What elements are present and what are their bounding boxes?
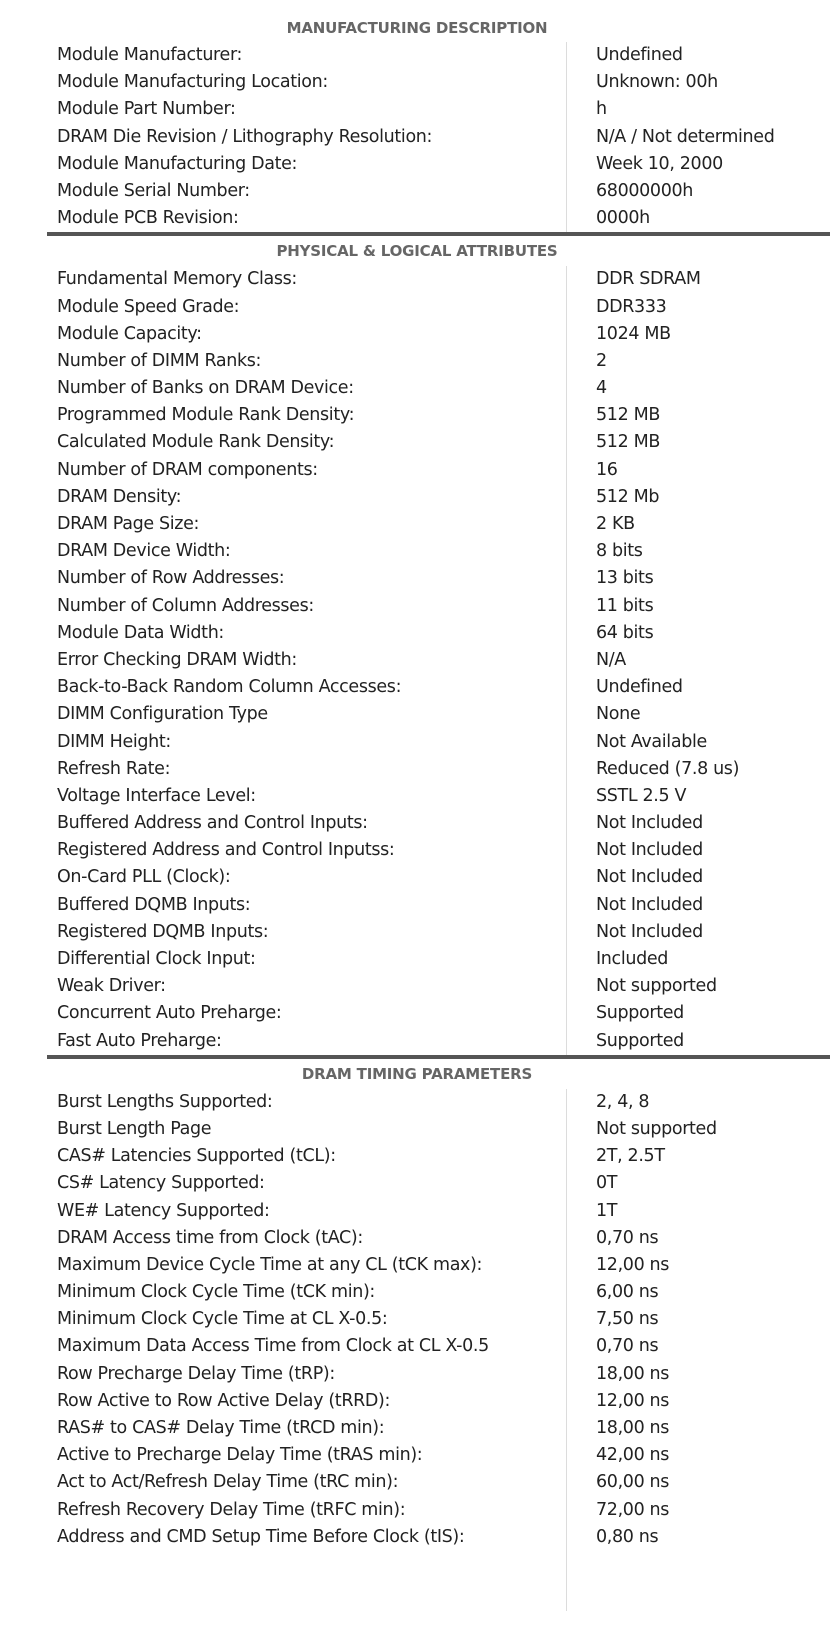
property-value: 7,50 ns	[596, 1309, 659, 1330]
property-label: Module Data Width:	[57, 622, 224, 643]
property-row	[0, 511, 834, 538]
property-row	[0, 701, 834, 728]
property-label: Module Serial Number:	[57, 180, 250, 201]
property-value: N/A	[596, 649, 626, 670]
property-value: 2T, 2.5T	[596, 1146, 665, 1167]
property-label: Programmed Module Rank Density:	[57, 405, 355, 426]
property-row	[0, 1388, 834, 1415]
property-row	[0, 1170, 834, 1197]
property-value: Not Included	[596, 921, 703, 942]
property-label: Number of Column Addresses:	[57, 595, 314, 616]
property-row	[0, 1279, 834, 1306]
property-value: 8 bits	[596, 541, 643, 562]
property-value: 64 bits	[596, 622, 654, 643]
property-row	[0, 1225, 834, 1252]
property-value: Supported	[596, 1003, 684, 1024]
section-dram-timing-parameters	[0, 1059, 834, 1611]
property-label: DIMM Configuration Type	[57, 704, 268, 725]
property-row	[0, 205, 834, 232]
property-row	[0, 919, 834, 946]
property-label: Differential Clock Input:	[57, 949, 256, 969]
property-label: Active to Precharge Delay Time (tRAS min):	[57, 1445, 423, 1466]
property-label: DRAM Access time from Clock (tAC):	[57, 1227, 363, 1248]
property-row	[0, 1415, 834, 1442]
property-value: N/A / Not determined	[596, 126, 775, 147]
property-label: Module Speed Grade:	[57, 296, 240, 317]
properties-table	[0, 1089, 834, 1611]
property-label: CAS# Latencies Supported (tCL):	[57, 1146, 336, 1167]
property-value: Week 10, 2000	[596, 153, 723, 174]
property-value: 42,00 ns	[596, 1445, 670, 1466]
property-row	[0, 69, 834, 96]
property-value: Included	[596, 949, 669, 969]
property-label: Module Manufacturing Location:	[57, 72, 328, 93]
property-label: Row Precharge Delay Time (tRP):	[57, 1363, 335, 1384]
property-label: Fast Auto Preharge:	[57, 1030, 222, 1051]
property-value: 2 KB	[596, 514, 635, 534]
property-value: 512 MB	[596, 405, 660, 426]
property-row	[0, 321, 834, 348]
property-value: Reduced (7.8 us)	[596, 758, 740, 779]
property-row	[0, 124, 834, 151]
properties-table	[0, 42, 834, 232]
property-label: Refresh Recovery Delay Time (tRFC min):	[57, 1499, 406, 1520]
property-label: RAS# to CAS# Delay Time (tRCD min):	[57, 1418, 385, 1438]
property-value: Not Included	[596, 894, 703, 915]
property-value: 2	[596, 350, 607, 371]
property-label: Number of DIMM Ranks:	[57, 350, 262, 371]
property-value: Unknown: 00h	[596, 72, 718, 93]
properties-table	[0, 266, 834, 1054]
property-label: Number of Row Addresses:	[57, 568, 285, 589]
property-value: 60,00 ns	[596, 1472, 670, 1493]
property-row	[0, 810, 834, 837]
property-row	[0, 837, 834, 864]
property-value: 68000000h	[596, 180, 694, 201]
property-row	[0, 1198, 834, 1225]
property-label: DRAM Page Size:	[57, 514, 200, 534]
property-row	[0, 946, 834, 973]
property-row	[0, 620, 834, 647]
property-row	[0, 151, 834, 178]
property-value: 0,70 ns	[596, 1227, 659, 1248]
property-label: On-Card PLL (Clock):	[57, 867, 231, 888]
property-row	[0, 1000, 834, 1027]
property-row	[0, 864, 834, 891]
property-row	[0, 42, 834, 69]
property-label: Minimum Clock Cycle Time at CL X-0.5:	[57, 1309, 388, 1330]
property-value: 11 bits	[596, 595, 654, 616]
property-value: SSTL 2.5 V	[596, 785, 687, 806]
property-label: Act to Act/Refresh Delay Time (tRC min):	[57, 1472, 399, 1493]
property-label: Registered DQMB Inputs:	[57, 921, 269, 942]
property-value: 1T	[596, 1200, 618, 1221]
property-row	[0, 973, 834, 1000]
section-title: MANUFACTURING DESCRIPTION	[286, 19, 548, 37]
property-value: 512 Mb	[596, 486, 660, 507]
property-row	[0, 429, 834, 456]
property-row	[0, 348, 834, 375]
property-row	[0, 1524, 834, 1551]
property-label: Number of Banks on DRAM Device:	[57, 378, 354, 399]
section-title: PHYSICAL & LOGICAL ATTRIBUTES	[276, 242, 558, 261]
property-row	[0, 457, 834, 484]
property-value: DDR SDRAM	[596, 269, 701, 290]
property-value: Not supported	[596, 1118, 717, 1139]
property-row	[0, 1089, 834, 1116]
property-label: Number of DRAM components:	[57, 459, 318, 480]
property-value: 6,00 ns	[596, 1282, 659, 1303]
property-value: h	[596, 99, 607, 120]
property-value: Not Included	[596, 813, 703, 834]
property-label: Voltage Interface Level:	[57, 785, 256, 806]
property-row	[0, 565, 834, 592]
property-row	[0, 1143, 834, 1170]
section-manufacturing-description	[0, 0, 834, 236]
property-label: Module Part Number:	[57, 99, 236, 120]
property-value: 4	[596, 378, 607, 399]
property-row	[0, 1028, 834, 1055]
property-value: None	[596, 704, 641, 725]
property-label: Back-to-Back Random Column Accesses:	[57, 677, 402, 698]
property-value: 0,80 ns	[596, 1526, 659, 1547]
property-value: 18,00 ns	[596, 1418, 670, 1438]
section-physical-logical-attributes	[0, 236, 834, 1058]
property-row	[0, 1116, 834, 1143]
property-row	[0, 1442, 834, 1469]
property-row	[0, 729, 834, 756]
property-label: Row Active to Row Active Delay (tRRD):	[57, 1390, 391, 1411]
property-value: 1024 MB	[596, 323, 671, 344]
property-label: DIMM Height:	[57, 731, 171, 752]
property-label: Burst Lengths Supported:	[57, 1091, 273, 1112]
property-label: DRAM Density:	[57, 486, 182, 507]
property-value: DDR333	[596, 296, 667, 317]
property-row	[0, 783, 834, 810]
section-title: DRAM TIMING PARAMETERS	[301, 1064, 533, 1083]
property-row	[0, 1306, 834, 1333]
property-value: 0T	[596, 1173, 618, 1194]
property-value: 12,00 ns	[596, 1254, 670, 1275]
property-value: 512 MB	[596, 432, 660, 453]
property-label: Concurrent Auto Preharge:	[57, 1003, 282, 1024]
property-label: Fundamental Memory Class:	[57, 269, 297, 290]
property-label: Module PCB Revision:	[57, 208, 239, 229]
property-label: Module Manufacturer:	[57, 45, 243, 65]
property-label: Maximum Data Access Time from Clock at CL X-0.5	[57, 1336, 489, 1357]
property-label: DRAM Die Revision / Lithography Resolution:	[57, 126, 433, 147]
property-row	[0, 375, 834, 402]
property-value: Undefined	[596, 45, 683, 65]
property-value: 13 bits	[596, 568, 654, 589]
property-label: Buffered Address and Control Inputs:	[57, 813, 368, 834]
property-label: CS# Latency Supported:	[57, 1173, 265, 1194]
property-row	[0, 1469, 834, 1496]
property-value: 16	[596, 459, 618, 480]
property-label: Maximum Device Cycle Time at any CL (tCK max):	[57, 1254, 483, 1275]
property-label: Calculated Module Rank Density:	[57, 432, 335, 453]
property-row	[0, 538, 834, 565]
property-label: Weak Driver:	[57, 976, 166, 997]
property-row	[0, 674, 834, 701]
property-row	[0, 484, 834, 511]
property-label: Buffered DQMB Inputs:	[57, 894, 251, 915]
property-row	[0, 593, 834, 620]
property-label: Module Manufacturing Date:	[57, 153, 298, 174]
property-row	[0, 1361, 834, 1388]
property-value: Not supported	[596, 976, 717, 997]
property-row	[0, 756, 834, 783]
property-row	[0, 178, 834, 205]
property-label: WE# Latency Supported:	[57, 1200, 270, 1221]
property-row	[0, 294, 834, 321]
property-value: Not Available	[596, 731, 707, 752]
property-value: Undefined	[596, 677, 683, 698]
property-value: 12,00 ns	[596, 1390, 670, 1411]
property-label: DRAM Device Width:	[57, 541, 231, 562]
property-label: Burst Length Page	[57, 1118, 212, 1139]
property-label: Registered Address and Control Inputss:	[57, 840, 395, 861]
property-value: 0000h	[596, 208, 650, 229]
property-row	[0, 892, 834, 919]
property-row	[0, 1497, 834, 1524]
property-value: 18,00 ns	[596, 1363, 670, 1384]
property-label: Refresh Rate:	[57, 758, 171, 779]
property-label: Module Capacity:	[57, 323, 202, 344]
property-row	[0, 1333, 834, 1360]
property-label: Error Checking DRAM Width:	[57, 649, 297, 670]
property-row	[0, 402, 834, 429]
property-value: 72,00 ns	[596, 1499, 670, 1520]
property-row	[0, 96, 834, 123]
property-value: 0,70 ns	[596, 1336, 659, 1357]
property-row	[0, 266, 834, 293]
property-value: 2, 4, 8	[596, 1091, 650, 1112]
property-label: Address and CMD Setup Time Before Clock (tIS):	[57, 1526, 465, 1547]
property-value: Not Included	[596, 867, 703, 888]
property-value: Supported	[596, 1030, 684, 1051]
property-label: Minimum Clock Cycle Time (tCK min):	[57, 1282, 375, 1303]
property-value: Not Included	[596, 840, 703, 861]
property-row	[0, 647, 834, 674]
property-row	[0, 1252, 834, 1279]
